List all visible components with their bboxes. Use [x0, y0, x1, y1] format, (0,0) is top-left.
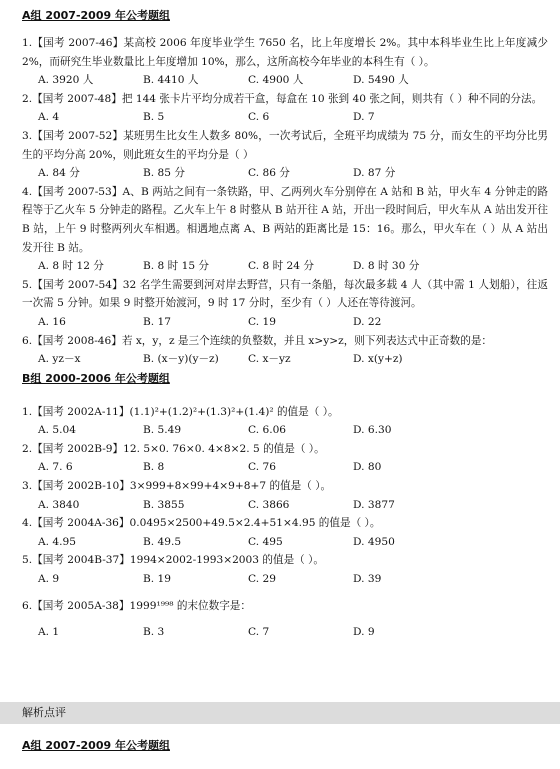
option-d: D. 8 时 30 分 — [353, 260, 420, 273]
option-a: A. 4 — [38, 111, 60, 124]
options-row — [22, 313, 548, 332]
option-a: A. 8 时 12 分 — [38, 260, 104, 273]
option-c: C. 4900 人 — [248, 74, 304, 87]
option-a: A. 16 — [38, 315, 66, 328]
option-c: C. 8 时 24 分 — [248, 260, 314, 273]
question-b5 — [22, 551, 548, 588]
option-b: B. 5.49 — [143, 424, 182, 437]
question-text: 2.【国考 2002B-9】12. 5×0. 76×0. 4×8×2. 5 的值是（ ）。 — [22, 442, 325, 455]
options-row — [22, 496, 548, 515]
option-b: B. 8 — [143, 461, 165, 474]
question-b2 — [22, 440, 548, 477]
question-text: 4.【国考 2004A-36】0.0495×2500+49.5×2.4+51×4.95 的值是（ ）。 — [22, 517, 381, 530]
option-b: B. 19 — [143, 573, 171, 586]
option-b: B. 4410 人 — [143, 74, 199, 87]
options-row — [22, 108, 548, 127]
option-a: A. 9 — [38, 573, 60, 586]
banner-title: 解析点评 — [22, 706, 66, 719]
options-row — [22, 623, 548, 642]
option-d: D. 5490 人 — [353, 74, 409, 87]
question-b1 — [22, 403, 548, 440]
question-text: 1.【国考 2002A-11】(1.1)²+(1.2)²+(1.3)²+(1.4)² 的值是（ ）。 — [22, 405, 339, 418]
option-d: D. 4950 — [353, 535, 395, 548]
option-d: D. x(y+z) — [353, 353, 403, 366]
options-row — [22, 350, 548, 369]
options-row — [22, 533, 548, 552]
option-c: C. 29 — [248, 573, 276, 586]
question-b4 — [22, 514, 548, 551]
option-d: D. 7 — [353, 111, 375, 124]
option-d: D. 22 — [353, 315, 382, 328]
options-row — [22, 257, 548, 276]
question-b6 — [22, 597, 548, 642]
question-text: 6.【国考 2008-46】若 x，y，z 是三个连续的负整数，并且 x>y>z，则下列表达式中正奇数的是： — [22, 334, 493, 347]
question-a3 — [22, 127, 548, 183]
option-d: D. 6.30 — [353, 424, 392, 437]
option-d: D. 39 — [353, 573, 382, 586]
option-a: A. 1 — [38, 626, 60, 639]
option-a: A. yz－x — [38, 353, 81, 366]
question-a6 — [22, 332, 548, 369]
section-a-heading: A组 2007-2009 年公考题组 — [22, 9, 170, 22]
option-b: B. 17 — [143, 315, 171, 328]
option-d: D. 80 — [353, 461, 382, 474]
option-c: C. x－yz — [248, 353, 291, 366]
question-text: 4.【国考 2007-53】A、B 两站之间有一条铁路，甲、乙两列火车分别停在 A 站和 B 站，甲火车 4 分钟走的路程等于乙火车 5 分钟走的路程。乙火车上午 8 时整从 B 站开往 A 站，开出一段时间后，甲火车从 A 站出发开往 B 站，上午 9 时整两列火车相遇。相遇地点离 A、B 两站的距离比是 15：16。那么，甲火车在（ ）从 A 站出发开往 B 站。 — [22, 185, 548, 254]
options-row — [22, 421, 548, 440]
question-text: 3.【国考 2007-52】某班男生比女生人数多 80%，一次考试后，全班平均成绩为 75 分，而女生的平均分比男生的平均分高 20%，则此班女生的平均分是（ ） — [22, 129, 548, 161]
question-b3 — [22, 477, 548, 514]
question-text: 6.【国考 2005A-38】1999¹⁹⁹⁸ 的末位数字是： — [22, 599, 251, 612]
question-text: 3.【国考 2002B-10】3×999+8×99+4×9+8+7 的值是（ ）。 — [22, 480, 332, 493]
option-a: A. 3840 — [38, 498, 80, 511]
option-b: B. 3855 — [143, 498, 185, 511]
option-c: C. 3866 — [248, 498, 290, 511]
question-text: 5.【国考 2004B-37】1994×2002-1993×2003 的值是（ ）。 — [22, 554, 325, 567]
section-b-heading: B组 2000-2006 年公考题组 — [22, 371, 170, 385]
option-a: A. 7. 6 — [38, 461, 73, 474]
options-row — [22, 164, 548, 183]
option-b: B. (x－y)(y－z) — [143, 353, 219, 366]
option-c: C. 6.06 — [248, 424, 287, 437]
option-a: A. 3920 人 — [38, 74, 94, 87]
option-c: C. 7 — [248, 626, 270, 639]
bottom-section-heading: A组 2007-2009 年公考题组 — [22, 739, 170, 752]
option-b: B. 5 — [143, 111, 165, 124]
options-row — [22, 71, 548, 90]
option-d: D. 3877 — [353, 498, 395, 511]
options-row — [22, 570, 548, 589]
question-a4 — [22, 183, 548, 276]
option-b: B. 3 — [143, 626, 165, 639]
question-text: 2.【国考 2007-48】把 144 张卡片平均分成若干盒，每盒在 10 张到 40 张之间，则共有（ ）种不同的分法。 — [22, 92, 543, 105]
option-c: C. 6 — [248, 111, 270, 124]
option-a: A. 4.95 — [38, 535, 76, 548]
option-b: B. 85 分 — [143, 167, 185, 180]
option-c: C. 19 — [248, 315, 276, 328]
option-c: C. 495 — [248, 535, 283, 548]
option-b: B. 49.5 — [143, 535, 182, 548]
question-text: 1.【国考 2007-46】某高校 2006 年度毕业学生 7650 名，比上年度增长 2%。其中本科毕业生比上年度减少 2%，而研究生毕业数量比上年度增加 10%，那么，这所高校今年毕业的本科生有（ ）。 — [22, 37, 548, 68]
question-a5 — [22, 276, 548, 332]
question-text: 5.【国考 2007-54】32 名学生需要到河对岸去野营，只有一条船，每次最多载 4 人（其中需 1 人划船），往返一次需 5 分钟。如果 9 时整开始渡河，9 时 17 分时，至少有（ ）人还在等待渡河。 — [22, 278, 548, 310]
option-d: D. 87 分 — [353, 167, 396, 180]
option-d: D. 9 — [353, 626, 375, 639]
analysis-banner — [0, 702, 560, 724]
document-page — [22, 6, 548, 642]
question-a2 — [22, 90, 548, 127]
option-c: C. 76 — [248, 461, 276, 474]
option-b: B. 8 时 15 分 — [143, 260, 210, 273]
option-a: A. 84 分 — [38, 167, 80, 180]
question-a1 — [22, 34, 548, 90]
option-a: A. 5.04 — [38, 424, 76, 437]
option-c: C. 86 分 — [248, 167, 290, 180]
options-row — [22, 458, 548, 477]
